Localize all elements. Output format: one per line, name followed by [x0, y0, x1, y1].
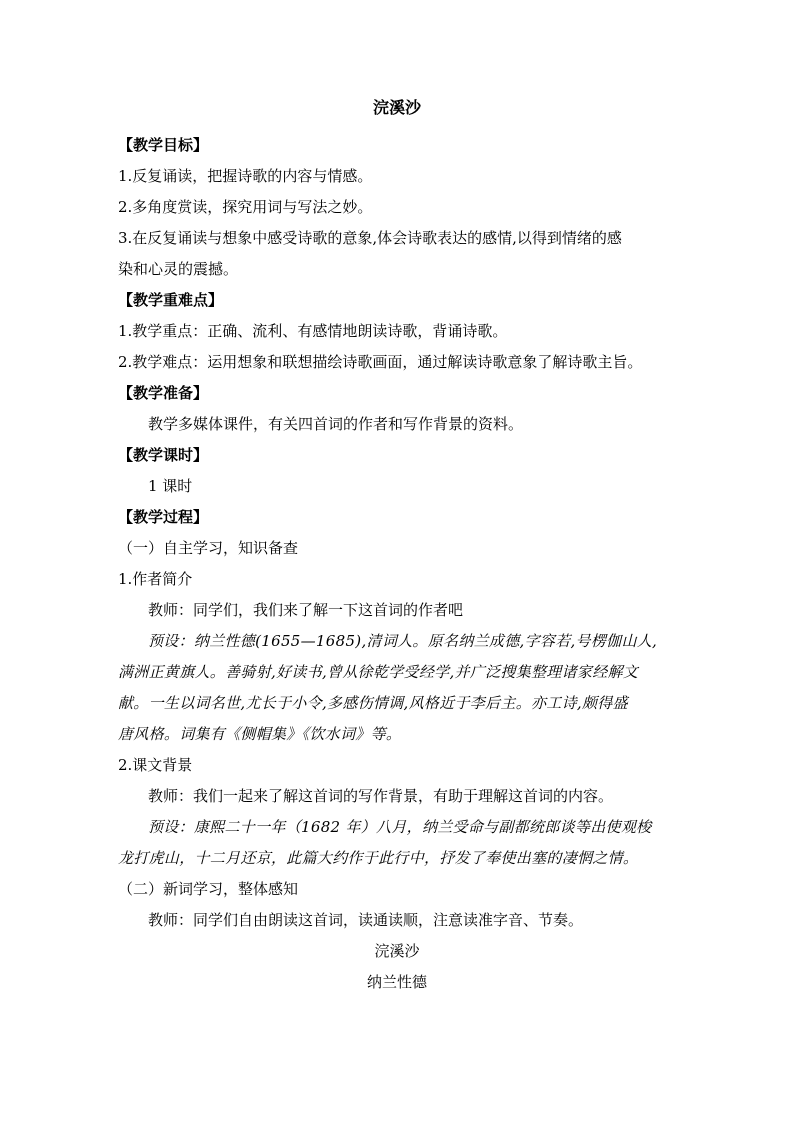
author-preset-line: 满洲正黄旗人。善骑射,好读书,曾从徐乾学受经学,并广泛搜集整理诸家经解文 — [118, 663, 639, 681]
objective-item: 2.多角度赏读，探究用词与写法之妙。 — [118, 198, 373, 216]
section-one-heading: （一）自主学习，知识备查 — [118, 539, 299, 557]
keypoint-item: 2.教学难点：运用想象和联想描绘诗歌画面，通过解读诗歌意象了解诗歌主旨。 — [118, 353, 643, 371]
author-preset-line: 唐风格。词集有《侧帽集》《饮水词》等。 — [118, 725, 402, 743]
keypoints-heading: 【教学重难点】 — [118, 291, 224, 309]
background-teacher-line: 教师：我们一起来了解这首词的写作背景，有助于理解这首词的内容。 — [148, 787, 614, 805]
hours-heading: 【教学课时】 — [118, 446, 209, 464]
author-preset-line: 预设：纳兰性德(1655—1685),清词人。原名纳兰成德,字容若,号楞伽山人, — [148, 632, 658, 650]
author-teacher-line: 教师：同学们，我们来了解一下这首词的作者吧 — [148, 601, 464, 619]
preparation-text: 教学多媒体课件，有关四首词的作者和写作背景的资料。 — [148, 415, 524, 433]
section-two-heading: （二）新词学习，整体感知 — [118, 880, 299, 898]
author-preset-line: 献。一生以词名世,尤长于小令,多感伤情调,风格近于李后主。亦工诗,颇得盛 — [118, 694, 628, 712]
author-heading: 1.作者简介 — [118, 570, 193, 588]
objective-item: 1.反复诵读，把握诗歌的内容与情感。 — [118, 167, 373, 185]
background-heading: 2.课文背景 — [118, 756, 193, 774]
objective-item: 3.在反复诵读与想象中感受诗歌的意象,体会诗歌表达的感情,以得到情绪的感 — [118, 229, 622, 247]
poem-title: 浣溪沙 — [374, 942, 420, 960]
poem-author: 纳兰性德 — [366, 973, 427, 991]
page-title: 浣溪沙 — [372, 98, 421, 117]
objective-item: 染和心灵的震撼。 — [118, 260, 239, 278]
reading-instruction: 教师：同学们自由朗读这首词，读通读顺，注意读准字音、节奏。 — [148, 911, 584, 929]
hours-text: 1 课时 — [148, 477, 193, 495]
background-preset-line: 预设：康熙二十一年（1682 年）八月，纳兰受命与副都统郎谈等出使观梭 — [148, 818, 652, 836]
objectives-heading: 【教学目标】 — [118, 136, 209, 154]
keypoint-item: 1.教学重点：正确、流利、有感情地朗读诗歌，背诵诗歌。 — [118, 322, 508, 340]
process-heading: 【教学过程】 — [118, 508, 209, 526]
background-preset-line: 龙打虎山，十二月还京，此篇大约作于此行中，抒发了奉使出塞的凄惘之情。 — [118, 849, 639, 867]
preparation-heading: 【教学准备】 — [118, 384, 209, 402]
